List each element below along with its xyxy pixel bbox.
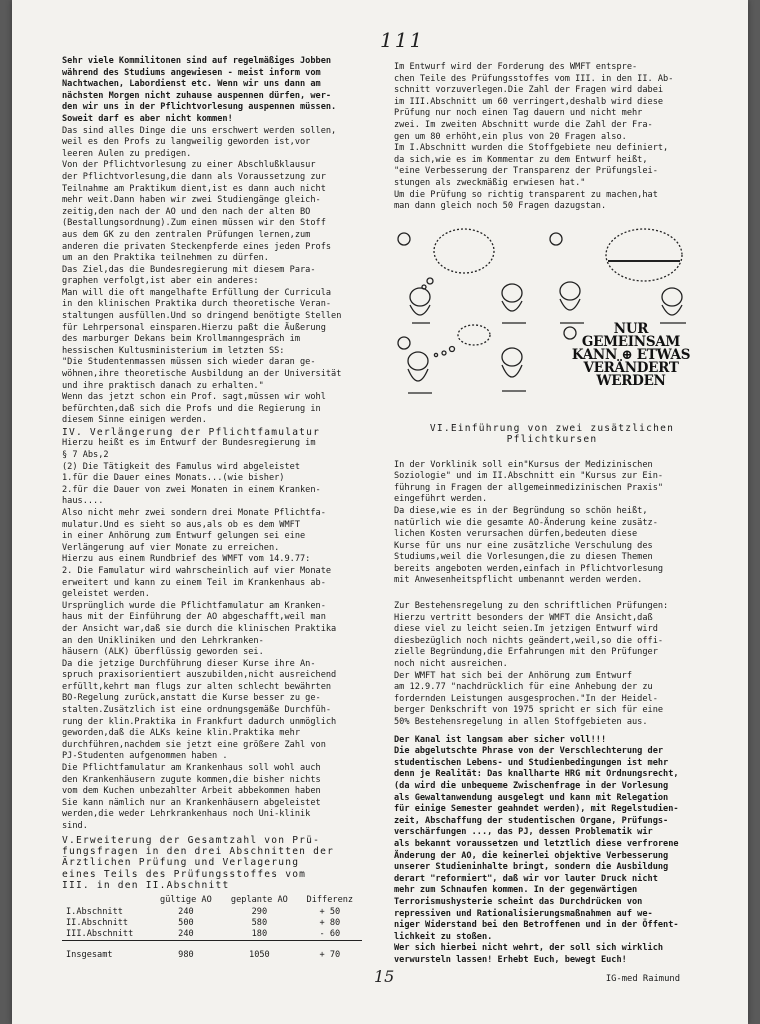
table-cell: 500 [178, 918, 194, 929]
smurf-figure-icon [408, 352, 428, 370]
left-paragraph-3: Hierzu heißt es im Entwurf der Bundesregierung im § 7 Abs,2 (2) Die Tätigkeit des Famulus wird abgeleistet 1.für die Dauer eines Monats...(wie bisher) 2.für die Dauer von zwei Monaten in einem Kranken- haus.... Also nicht mehr zwei sondern drei Monate Pflichtfa- mulatur.Und es sieht so aus,als ob es dem WMFT in einer Anhörung zum Entwurf gelungen sei eine Verlängerung auf vier Monate zu erreichen. Hierzu aus einem Rundbrief des WMFT vom 14.9.77: 2. Die Famulatur wird wahrscheinlich auf vier Monate erweitert und kann zu einem Teil im Krankenhaus ab- geleistet werden. Ursprünglich wurde die Pflichtfamulatur am Kranken- haus mit der Einführung der AO abgeschafft,weil man der Ansicht war,daß sie durch die klinischen Praktika an den Unikliniken und den Lehrkranken- häusern (ALK) überflüssig geworden sei. Da die jetzige Durchführung dieser Kurse ihre An- spruch praxisorientiert auszubilden,nicht ausreichend erfüllt,kehrt man flugs zur alten schlecht bewährten BO-Regelung zurück,anstatt die Kurse besser zu ge- stalten.Zusätzlich ist eine ordnungsgemäße Durchfüh- rung der klin.Praktika in Frankfurt dadurch unmöglich geworden,daß die ALKs keine klin.Praktika mehr durchführen,nachdem sie jetzt eine größere Zahl von PJ-Studenten aufgenommen haben . Die Pflichtfamulatur am Krankenhaus soll wohl auch den Krankenhäusern zugute kommen,die bisher nichts vom dem Kuchen unbezahlter Arbeit abbekommen haben Sie kann nämlich nur an Krankenhäusern abgeleistet werden,die weder Lehrkrankenhaus noch Uni-klinik sind. [62, 438, 337, 831]
table-total-row [62, 941, 362, 961]
thought-bubble-icon [458, 325, 490, 345]
table-cell: 980 [178, 949, 194, 960]
table-cell: 180 [221, 929, 298, 941]
slogan-text: NUR GEMEINSAM KANN ⊕ ETWAS VERÄNDERT WERDEN [571, 320, 691, 389]
left-column [62, 56, 376, 961]
thought-bubble-icon [434, 229, 494, 273]
table-cell: 580 [251, 918, 268, 929]
right-paragraph-4: Der Kanal ist langsam aber sicher voll!!! Die abgelutschte Phrase von der Verschlechterung der studentischen Lebens- und Studienbedingungen ist mehr denn je Realität: Das knallharte HRG mit Ordnungsrecht, (da wird die unbequeme Zwischenfrage in der Vorlesung als Gewaltanwendung ausgelegt und kann mit Relegation für einige Semester geahndet werden), mit Regelstudien- zeit, Abschaffung der studentischen Organe, Prüfungs- verschärfungen ..., das PJ, dessen Problematik wir als bekannt voraussetzen und letztlich diese verfrorene Änderung der AO, die keinerlei objektive Verbesserung unserer Studieninhalte bringt, sondern die Ausbildung derart "reformiert", daß wir vor lauter Druck nicht mehr zum Schnaufen kommen. In der gegenwärtigen Terrorismushysterie scheint das Durchdrücken von repressiven und Rationalisierungsmaßnahmen auf we- niger Widerstand bei den Betroffenen und in der Öffent- lichkeit zu stoßen. Wer sich hierbei nicht wehrt, der soll sich wirklich verwursteln lassen! Erhebt Euch, bewegt Euch! [394, 734, 679, 965]
table-header-row [62, 895, 362, 906]
author-signature: IG-med Raimund [605, 974, 680, 985]
table-header: geplante AO [230, 895, 288, 906]
question-count-table [62, 895, 362, 961]
page-number-bottom: 15 [374, 967, 395, 986]
table-header [62, 895, 151, 906]
panel-number-1-icon [398, 233, 410, 245]
table-cell: 240 [178, 906, 194, 917]
table-header: gültige AO [160, 895, 212, 906]
right-paragraph-1: Im Entwurf wird der Forderung des WMFT entspre- chen Teile des Prüfungsstoffes vom III. in den II. Ab- schnitt vorzuverlegen.Die Zahl der Fragen wird dabei im III.Abschnitt um 60 verringert,deshalb wird diese Prüfung nur noch einen Tag dauern und nicht mehr zwei. Im zweiten Abschnitt wurde die Zahl der Fra- gen um 80 erhöht,ein plus von 20 Fragen also. Im I.Abschnitt wurden die Stoffgebiete neu definiert, da sich,wie es im Kommentar zu dem Entwurf heißt, "eine Verbesserung der Transparenz der Prüfungslei- stungen als zweckmäßig erwiesen hat." Um die Prüfung so richtig transparent zu machen,hat man dann gleich noch 50 Fragen dazugstan. [394, 62, 674, 212]
right-paragraph-3: Zur Bestehensregelung zu den schriftlichen Prüfungen: Hierzu vertritt besonders der WMFT die Ansicht,daß diese viel zu leicht seien.Im jetzigen Entwurf wird diesbezüglich noch nichts geändert,weil,so die offi- zielle Begründung,die Erfahrungen mit den Prüfunger noch nicht ausreichen. Der WMFT hat sich bei der Anhörung zum Entwurf am 12.9.77 "nachdrücklich für eine Anhebung der zu fordernden Leistungen ausgesprochen."In der Heidel- berger Denkschrift von 1975 spricht er sich für eine 50% Bestehensregelung in allen Stoffgebieten aus. [394, 601, 669, 727]
table-cell: + 70 [319, 949, 341, 960]
table-cell: II.Abschnitt [66, 918, 129, 929]
thought-bubble-icon [606, 229, 682, 281]
table-cell: 290 [251, 906, 268, 917]
table-header: Differenz [306, 895, 354, 906]
smurf-figure-icon [560, 282, 580, 300]
table-row [62, 906, 362, 917]
document-page [12, 0, 748, 1024]
table-cell: 1050 [249, 949, 270, 960]
table-cell: - 60 [298, 929, 362, 941]
left-paragraph-2: Das sind alles Dinge die uns erschwert werden sollen, weil es den Profs zu langweilig geworden ist,vor leeren Aulen zu predigen. Von der Pflichtvorlesung zu einer Abschlußklausur der Pflichtvorlesung,die dann als Voraussetzung zur Teilnahme am Praktikum dient,ist es dann auch nicht mehr weit.Dann haben wir zwei Studiengänge gleich- zeitig,den nach der AO und den nach der alten BO (Bestallungsordnung).Zum einen müssen wir den Stoff aus dem GK zu den zentralen Prüfungen lernen,zum anderen die privaten Steckenpferde eines jeden Profs um an den Praktika teilnehmen zu dürfen. Das Ziel,das die Bundesregierung mit diesem Para- graphen verfolgt,ist aber ein anderes: Man will die oft mangelhafte Erfüllung der Curricula in den klinischen Praktika durch theoretische Veran- staltungen ausfüllen.Und so dringend benötigte Stellen für Lehrpersonal einsparen.Hierzu paßt die Äußerung des marburger Dekans beim Krollmanngespräch im hessischen Kultusministerium im letzten SS: "Die Studentenmassen müssen sich wieder daran ge- wöhnen,ihre theoretische Ausbildung an der Universität und ihre praktisch danach zu erhalten." Wenn das jetzt schon ein Prof. sagt,müssen wir wohl befürchten,daß sich die Profs und die Regierung in diesem Sinne einigen werden. [62, 125, 342, 426]
cartoon-strip [394, 225, 700, 415]
table-cell: + 80 [319, 918, 341, 929]
section-heading-vi: VI.Einführung von zwei zusätzlichen Pflichtkursen [429, 422, 675, 446]
table-cell: I.Abschnitt [66, 906, 123, 917]
smurf-figure-icon [662, 288, 682, 306]
table-cell: III.Abschnitt [62, 929, 151, 941]
smurf-figure-icon [410, 288, 430, 306]
panel-number-2-icon [550, 233, 562, 245]
table-cell: Insgesamt [66, 949, 113, 960]
panel-number-3-icon [398, 337, 410, 349]
left-paragraph-1: Sehr viele Kommilitonen sind auf regelmäßiges Jobben während des Studiums angewiesen - meist inform vom Nachtwachen, Labordienst etc. Wenn wir uns dann am nächsten Morgen nicht zuhause auspennen dürfen, wer- den wir uns in der Pflichtvorlesung auspennen müssen. Soweit darf es aber nicht kommen! [62, 56, 337, 124]
page-number-top: 111 [380, 28, 425, 52]
table-cell: + 50 [319, 906, 341, 917]
section-heading-iv: IV. Verlängerung der Pflichtfamulatur [62, 427, 321, 438]
right-paragraph-2: In der Vorklinik soll ein"Kursus der Medizinischen Soziologie" und im II.Abschnitt ein "Kursus zur Ein- führung in Fragen der allgemeinmedizinischen Praxis" eingeführt werden. Da diese,wie es in der Begründung so schön heißt, natürlich wie die gesamte AO-Änderung keine zusätz- lichen Kosten verursachen dürfen,bedeuten diese Kurse für uns nur eine zusätzliche Verschulung des Studiums,weil die Vorlesungen,die zu diesen Themen bereits angeboten werden,einfach in Pflichtvorlesung mit Anwesenheitspflicht umbenannt werden werden. [394, 459, 664, 586]
smurf-figure-icon [502, 348, 522, 366]
smurf-figure-icon [502, 284, 522, 302]
table-row [62, 929, 362, 941]
right-column [394, 62, 710, 986]
table-row [62, 917, 362, 928]
table-cell: 240 [151, 929, 221, 941]
section-heading-v: V.Erweiterung der Gesamtzahl von Prü- fungsfragen in den drei Abschnitten der Ärztlichen Prüfung und Verlagerung eines Teils des Prüfungsstoffes vom III. in den II.Abschnitt [62, 834, 335, 892]
